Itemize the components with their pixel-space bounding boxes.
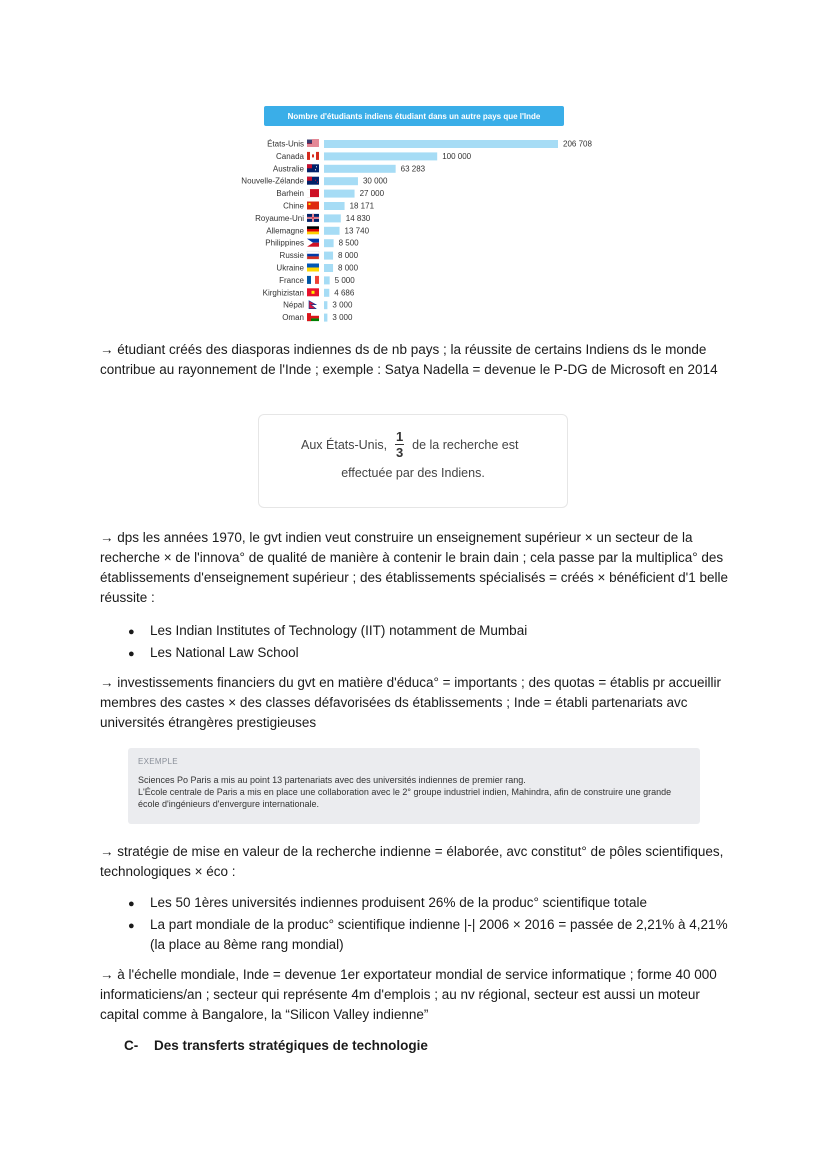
- ukraine-flag-icon: [307, 264, 319, 272]
- value-label: 30 000: [362, 176, 388, 186]
- bar: [324, 289, 329, 297]
- list-item-text: Les 50 1ères universités indiennes produisent 26% de la produc° scientifique totale: [150, 895, 647, 910]
- bahrain-flag-icon: [307, 189, 319, 197]
- flag-part: [315, 169, 316, 170]
- category-label: États-Unis: [267, 139, 304, 149]
- flag-part: [315, 276, 319, 284]
- philippines-flag-icon: [307, 239, 319, 247]
- fraction-card: [258, 414, 568, 508]
- bar: [324, 165, 396, 173]
- flag-part: [307, 202, 319, 210]
- canada-flag-icon: [307, 152, 319, 160]
- us-flag-icon: [307, 140, 319, 148]
- value-label: 3 000: [332, 313, 353, 323]
- bullet-icon: ●: [128, 648, 135, 660]
- flag-part: [312, 291, 315, 294]
- value-label: 8 000: [338, 251, 359, 261]
- category-label: Nouvelle-Zélande: [241, 176, 304, 186]
- category-label: Australie: [272, 164, 304, 174]
- oman-flag-icon: [307, 313, 319, 321]
- section-heading: [124, 1038, 428, 1053]
- paragraph-higher-education: → dps les années 1970, le gvt indien veut construire un enseignement supérieur × un secteur de la recherche × de l'innova° de qualité de manière à contenir le brain dain ; cela passe par la multiplica° des établissements d'enseignement supérieur ; des établissements spécialisés = créés × bénéficient d'1 belle réussite :: [100, 530, 729, 605]
- flag-part: [307, 226, 319, 229]
- category-label: Oman: [282, 313, 304, 323]
- france-flag-icon: [307, 276, 319, 284]
- example-label: EXEMPLE: [138, 757, 178, 766]
- list-item-text: La part mondiale de la produc° scientifique indienne |-| 2006 × 2016 = passée de 2,21% à 4,21% (la place au 8ème rang mondial): [150, 917, 728, 952]
- flag-part: [307, 256, 319, 259]
- flag-part: [316, 166, 317, 167]
- flag-part: [315, 180, 316, 181]
- flag-part: [317, 182, 318, 183]
- russia-flag-icon: [307, 251, 319, 259]
- paragraph-it-exports: → à l'échelle mondiale, Inde = devenue 1er exportateur mondial de service informatique ; forme 40 000 informaticiens/an ; secteur qui représente 4m d'emplois ; au nv régional, secteur est aussi un moteur capital comme à Bangalore, la “Silicon Valley indienne”: [100, 967, 717, 1022]
- bar: [324, 140, 558, 148]
- flag-part: [307, 232, 319, 235]
- paragraph-investments: → investissements financiers du gvt en matière d'éduca° = importants ; des quotas = établis pr accueillir membres des castes × des classes défavorisées ds établissements ; Inde = établi partenariats avc universités étrangères prestigieuses: [100, 675, 722, 730]
- value-label: 14 830: [345, 213, 371, 223]
- value-label: 5 000: [334, 275, 355, 285]
- flag-part: [307, 164, 312, 168]
- bar: [324, 177, 358, 185]
- value-label: 63 283: [400, 164, 426, 174]
- value-label: 100 000: [442, 151, 472, 161]
- value-label: 4 686: [334, 288, 355, 298]
- flag-part: [307, 268, 319, 272]
- bar: [324, 252, 333, 260]
- example-line2: L'École centrale de Paris a mis en place une collaboration avec le 2° groupe industriel indien, Mahindra, afin de construire une grande école d'ingénieurs d'envergure internationale.: [138, 787, 672, 809]
- example-line1: Sciences Po Paris a mis au point 13 partenariats avec des universités indiennes de premier rang.: [138, 775, 526, 785]
- bullet-icon: ●: [128, 920, 135, 932]
- bar: [324, 239, 334, 247]
- kyrgyzstan-flag-icon: [307, 288, 319, 296]
- bar: [324, 190, 355, 198]
- list-item: [128, 893, 728, 914]
- fraction-card-line2: effectuée par des Indiens.: [341, 466, 485, 480]
- fraction-prefix: Aux États-Unis,: [301, 437, 388, 452]
- bar: [324, 264, 333, 272]
- fraction-suffix: de la recherche est: [412, 437, 519, 452]
- fraction: [395, 429, 404, 460]
- flag-part: [307, 152, 310, 160]
- category-label: Ukraine: [276, 263, 304, 273]
- value-label: 206 708: [563, 139, 592, 149]
- category-label: Kirghizistan: [262, 288, 304, 298]
- fraction-numerator: 1: [396, 429, 404, 444]
- category-label: Canada: [275, 151, 304, 161]
- china-flag-icon: [307, 202, 319, 210]
- flag-part: [307, 264, 319, 268]
- fraction-card-line1: [301, 429, 518, 460]
- new-zealand-flag-icon: [307, 177, 319, 185]
- category-label: Philippines: [265, 238, 304, 248]
- list-item-text: Les Indian Institutes of Technology (IIT) notamment de Mumbai: [150, 623, 528, 638]
- bar-chart: [226, 104, 606, 330]
- germany-flag-icon: [307, 226, 319, 234]
- list-item: [128, 643, 728, 664]
- category-label: Barhein: [276, 189, 304, 199]
- uk-flag-icon: [307, 214, 319, 222]
- flag-part: [307, 144, 319, 145]
- value-label: 3 000: [332, 300, 353, 310]
- flag-part: [307, 140, 312, 144]
- list-item: [128, 915, 728, 955]
- bar: [324, 214, 341, 222]
- value-label: 18 171: [349, 201, 375, 211]
- value-label: 27 000: [359, 189, 385, 199]
- category-label: Russie: [279, 251, 304, 261]
- flag-part: [311, 276, 315, 284]
- bullet-list-research: [128, 893, 728, 956]
- bullet-list-institutions: [128, 621, 728, 665]
- bar: [324, 314, 327, 322]
- flag-part: [312, 154, 314, 157]
- bar: [324, 301, 327, 309]
- category-label: France: [279, 275, 304, 285]
- bar: [324, 152, 437, 160]
- category-label: Royaume-Uni: [255, 213, 304, 223]
- flag-part: [307, 254, 319, 257]
- list-item-text: Les National Law School: [150, 645, 299, 660]
- flag-part: [309, 203, 311, 205]
- example-box: [128, 748, 700, 824]
- bullet-icon: ●: [128, 626, 135, 638]
- bar: [324, 276, 330, 284]
- chart-svg: [226, 104, 606, 330]
- flag-part: [307, 276, 311, 284]
- fraction-denominator: 3: [396, 445, 404, 460]
- flag-part: [307, 177, 312, 181]
- paragraph-diaspora: → étudiant créés des diasporas indiennes ds de nb pays ; la réussite de certains Indiens ds le monde contribue au rayonnement de l'Inde ; exemple : Satya Nadella = devenue le P-DG de Microsoft en 2014: [100, 342, 718, 377]
- flag-part: [307, 251, 319, 254]
- section-title: Des transferts stratégiques de technologie: [154, 1038, 428, 1053]
- nepal-flag-icon: [309, 301, 316, 309]
- flag-part: [307, 146, 319, 147]
- bar: [324, 227, 340, 235]
- bullet-icon: ●: [128, 898, 135, 910]
- category-label: Népal: [283, 300, 304, 310]
- flag-part: [307, 229, 319, 232]
- value-label: 8 000: [338, 263, 359, 273]
- bar: [324, 202, 345, 210]
- category-label: Chine: [283, 201, 304, 211]
- list-item: [128, 621, 728, 642]
- flag-part: [316, 152, 319, 160]
- section-letter: C-: [124, 1038, 139, 1053]
- value-label: 13 740: [344, 226, 370, 236]
- australia-flag-icon: [307, 164, 319, 172]
- flag-part: [309, 301, 316, 309]
- flag-part: [313, 214, 314, 222]
- chart-title: Nombre d'étudiants indiens étudiant dans un autre pays que l'Inde: [264, 106, 564, 126]
- flag-part: [307, 189, 310, 197]
- value-label: 8 500: [338, 238, 359, 248]
- flag-part: [307, 313, 311, 321]
- paragraph-research-strategy: → stratégie de mise en valeur de la recherche indienne = élaborée, avc constitut° de pôles scientifiques, technologiques × éco :: [100, 844, 724, 879]
- category-label: Allemagne: [266, 226, 304, 236]
